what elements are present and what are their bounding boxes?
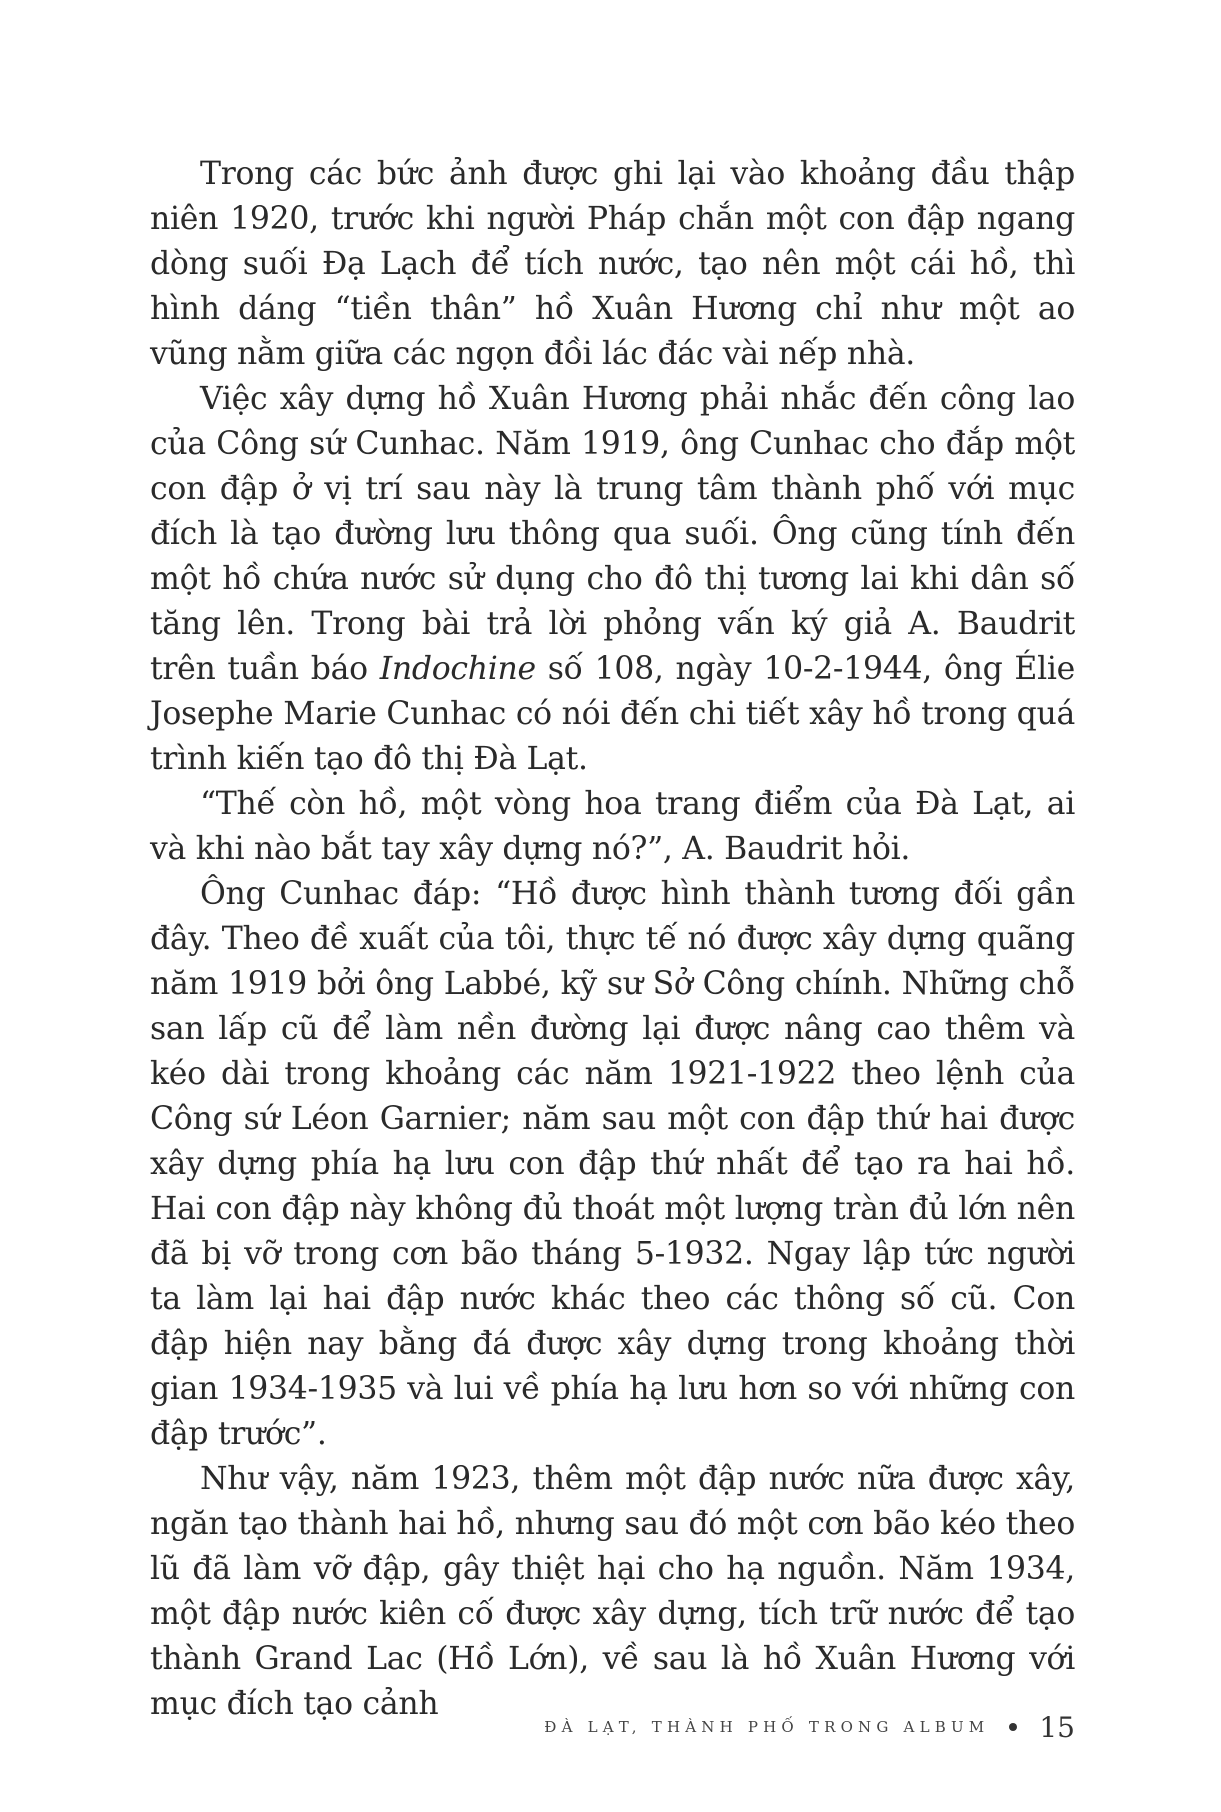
paragraph-5: Như vậy, năm 1923, thêm một đập nước nữa được xây, ngăn tạo thành hai hồ, nhưng sau đó một cơn bão kéo theo lũ đã làm vỡ đập, gây thiệt hại cho hạ nguồn. Năm 1934, một đập nước kiên cố được xây dựng, tích trữ nước để tạo thành Grand Lac (Hồ Lớn), về sau là hồ Xuân Hương với mục đích tạo cảnh bbox=[150, 1461, 1075, 1722]
paragraph-4: Ông Cunhac đáp: “Hồ được hình thành tương đối gần đây. Theo đề xuất của tôi, thực tế nó được xây dựng quãng năm 1919 bởi ông Labbé, kỹ sư Sở Công chính. Những chỗ san lấp cũ để làm nền đường lại được nâng cao thêm và kéo dài trong khoảng các năm 1921-1922 theo lệnh của Công sứ Léon Garnier; năm sau một con đập thứ hai được xây dựng phía hạ lưu con đập thứ nhất để tạo ra hai hồ. Hai con đập này không đủ thoát một lượng tràn đủ lớn nên đã bị vỡ trong cơn bão tháng 5-1932. Ngay lập tức người ta làm lại hai đập nước khác theo các thông số cũ. Con đập hiện nay bằng đá được xây dựng trong khoảng thời gian 1934-1935 và lui về phía hạ lưu hơn so với những con đập trước”. bbox=[150, 876, 1075, 1452]
page-body bbox=[150, 152, 1075, 1727]
newspaper-title: Indochine bbox=[379, 651, 536, 687]
paragraph-1: Trong các bức ảnh được ghi lại vào khoảng đầu thập niên 1920, trước khi người Pháp chắn một con đập ngang dòng suối Đạ Lạch để tích nước, tạo nên một cái hồ, thì hình dáng “tiền thân” hồ Xuân Hương chỉ như một ao vũng nằm giữa các ngọn đồi lác đác vài nếp nhà. bbox=[150, 156, 1075, 372]
page-number: 15 bbox=[1039, 1710, 1075, 1744]
paragraph-2 bbox=[150, 377, 1075, 782]
running-title: ĐÀ LẠT, THÀNH PHỐ TRONG ALBUM bbox=[544, 1718, 990, 1736]
running-footer bbox=[150, 1707, 1075, 1747]
paragraph-2-text-end: số 108, ngày 10-2-1944, ông Élie Josephe Marie Cunhac có nói đến chi tiết xây hồ trong quá trình kiến tạo đô thị Đà Lạt. bbox=[150, 651, 1075, 777]
bullet-separator-icon bbox=[1009, 1723, 1017, 1731]
paragraph-2-text-start: Việc xây dựng hồ Xuân Hương phải nhắc đến công lao của Công sứ Cunhac. Năm 1919, ông Cunhac cho đắp một con đập ở vị trí sau này là trung tâm thành phố với mục đích là tạo đường lưu thông qua suối. Ông cũng tính đến một hồ chứa nước sử dụng cho đô thị tương lai khi dân số tăng lên. Trong bài trả lời phỏng vấn ký giả A. Baudrit trên tuần báo bbox=[150, 381, 1075, 687]
paragraph-3: “Thế còn hồ, một vòng hoa trang điểm của Đà Lạt, ai và khi nào bắt tay xây dựng nó?”, A. Baudrit hỏi. bbox=[150, 786, 1075, 867]
